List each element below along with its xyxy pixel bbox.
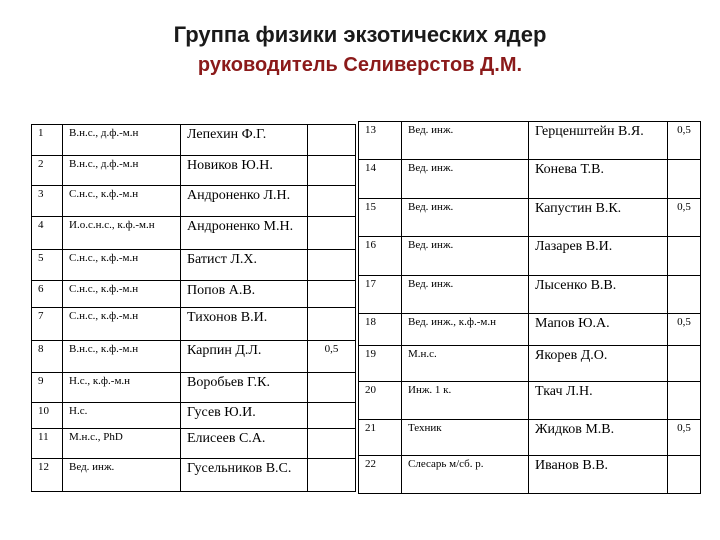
rate-cell [308,250,356,281]
rate-cell [308,281,356,308]
name-cell: Иванов В.В. [529,456,668,494]
position-cell: И.о.с.н.с., к.ф.-м.н [63,217,181,250]
position-cell: С.н.с., к.ф.-м.н [63,250,181,281]
staff-table-right [358,121,701,494]
position-cell: В.н.с., к.ф.-м.н [63,341,181,373]
row-number: 11 [32,429,63,459]
row-number: 19 [359,346,402,382]
row-number: 22 [359,456,402,494]
position-cell: С.н.с., к.ф.-м.н [63,281,181,308]
staff-table-left [31,124,356,492]
table-row [359,237,701,276]
name-cell: Гусельников В.С. [181,459,308,492]
rate-cell: 0,5 [668,420,701,456]
rate-cell: 0,5 [668,122,701,160]
row-number: 17 [359,276,402,314]
name-cell: Воробьев Г.К. [181,373,308,403]
position-cell: М.н.с., PhD [63,429,181,459]
table-row [32,281,356,308]
position-cell: Техник [402,420,529,456]
table-row [359,314,701,346]
name-cell: Новиков Ю.Н. [181,156,308,186]
name-cell: Попов А.В. [181,281,308,308]
rate-cell [308,308,356,341]
rate-cell [308,403,356,429]
position-cell: Инж. 1 к. [402,382,529,420]
table-row [359,420,701,456]
position-cell: Вед. инж. [402,199,529,237]
row-number: 1 [32,125,63,156]
row-number: 2 [32,156,63,186]
row-number: 12 [32,459,63,492]
table-row [359,382,701,420]
name-cell: Якорев Д.О. [529,346,668,382]
table-row [359,199,701,237]
position-cell: Вед. инж. [402,160,529,199]
position-cell: Н.с. [63,403,181,429]
name-cell: Карпин Д.Л. [181,341,308,373]
row-number: 16 [359,237,402,276]
rate-cell [308,217,356,250]
row-number: 15 [359,199,402,237]
table-row [32,373,356,403]
rate-cell [308,429,356,459]
position-cell: С.н.с., к.ф.-м.н [63,186,181,217]
table-row [359,122,701,160]
row-number: 3 [32,186,63,217]
name-cell: Конева Т.В. [529,160,668,199]
rate-cell: 0,5 [668,314,701,346]
row-number: 7 [32,308,63,341]
position-cell: Вед. инж., к.ф.-м.н [402,314,529,346]
row-number: 10 [32,403,63,429]
name-cell: Лазарев В.И. [529,237,668,276]
row-number: 4 [32,217,63,250]
row-number: 18 [359,314,402,346]
position-cell: В.н.с., д.ф.-м.н [63,156,181,186]
table-row [32,429,356,459]
row-number: 13 [359,122,402,160]
position-cell: Вед. инж. [63,459,181,492]
rate-cell [308,186,356,217]
position-cell: Н.с., к.ф.-м.н [63,373,181,403]
rate-cell [668,237,701,276]
name-cell: Тихонов В.И. [181,308,308,341]
row-number: 9 [32,373,63,403]
rate-cell [668,276,701,314]
table-row [32,250,356,281]
rate-cell [308,156,356,186]
name-cell: Гусев Ю.И. [181,403,308,429]
rate-cell [668,456,701,494]
table-row [359,456,701,494]
table-row [32,156,356,186]
table-row [32,217,356,250]
row-number: 8 [32,341,63,373]
name-cell: Андроненко Л.Н. [181,186,308,217]
table-row [32,125,356,156]
name-cell: Мапов Ю.А. [529,314,668,346]
name-cell: Ткач Л.Н. [529,382,668,420]
position-cell: Слесарь м/сб. р. [402,456,529,494]
name-cell: Елисеев С.А. [181,429,308,459]
table-row [32,459,356,492]
name-cell: Капустин В.К. [529,199,668,237]
page-subtitle: руководитель Селиверстов Д.М. [197,54,523,76]
row-number: 6 [32,281,63,308]
table-row [32,186,356,217]
row-number: 14 [359,160,402,199]
position-cell: С.н.с., к.ф.-м.н [63,308,181,341]
table-row [32,403,356,429]
name-cell: Жидков М.В. [529,420,668,456]
position-cell: В.н.с., д.ф.-м.н [63,125,181,156]
row-number: 5 [32,250,63,281]
row-number: 21 [359,420,402,456]
rate-cell: 0,5 [668,199,701,237]
rate-cell [668,382,701,420]
table-row [32,341,356,373]
rate-cell: 0,5 [308,341,356,373]
rate-cell [308,125,356,156]
table-row [32,308,356,341]
name-cell: Андроненко М.Н. [181,217,308,250]
page-title: Группа физики экзотических ядер [173,22,547,47]
position-cell: Вед. инж. [402,122,529,160]
rate-cell [668,346,701,382]
rate-cell [668,160,701,199]
name-cell: Лепехин Ф.Г. [181,125,308,156]
rate-cell [308,373,356,403]
position-cell: Вед. инж. [402,276,529,314]
rate-cell [308,459,356,492]
table-row [359,160,701,199]
position-cell: Вед. инж. [402,237,529,276]
name-cell: Лысенко В.В. [529,276,668,314]
name-cell: Герценштейн В.Я. [529,122,668,160]
table-row [359,276,701,314]
table-row [359,346,701,382]
row-number: 20 [359,382,402,420]
position-cell: М.н.с. [402,346,529,382]
name-cell: Батист Л.Х. [181,250,308,281]
